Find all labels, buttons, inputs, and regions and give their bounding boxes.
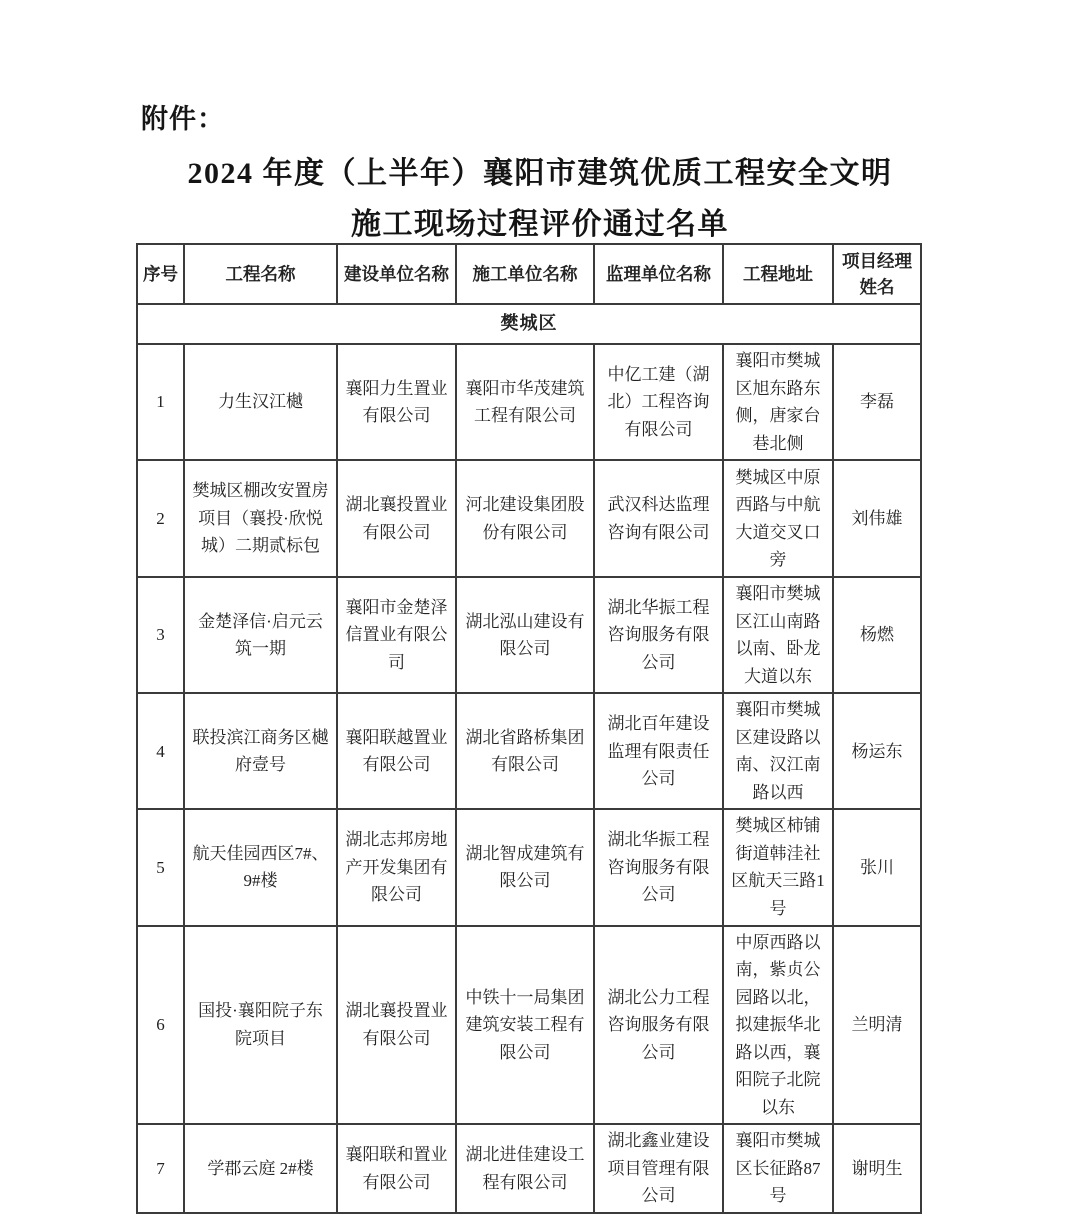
table-row <box>137 809 921 925</box>
cell-address: 樊城区中原西路与中航大道交叉口旁 <box>723 460 833 577</box>
cell-no: 2 <box>137 460 184 577</box>
projects-table <box>136 243 922 1214</box>
cell-developer: 湖北襄投置业有限公司 <box>337 460 456 577</box>
cell-developer: 襄阳联和置业有限公司 <box>337 1124 456 1213</box>
cell-address: 中原西路以南，紫贞公园路以北，拟建振华北路以西，襄阳院子北院以东 <box>723 926 833 1125</box>
table-row <box>137 693 921 809</box>
cell-no: 7 <box>137 1124 184 1213</box>
table-row <box>137 1124 921 1213</box>
table-header <box>137 244 921 304</box>
cell-contractor: 湖北泓山建设有限公司 <box>456 577 594 693</box>
table-row <box>137 460 921 577</box>
cell-project: 樊城区棚改安置房项目（襄投·欣悦城）二期贰标包 <box>184 460 337 577</box>
document-title-line2: 施工现场过程评价通过名单 <box>351 208 729 241</box>
cell-supervisor: 湖北百年建设监理有限责任公司 <box>594 693 723 809</box>
cell-developer: 襄阳联越置业有限公司 <box>337 693 456 809</box>
cell-developer: 湖北襄投置业有限公司 <box>337 926 456 1125</box>
cell-no: 3 <box>137 577 184 693</box>
header-contractor: 施工单位名称 <box>456 244 594 304</box>
cell-contractor: 襄阳市华茂建筑工程有限公司 <box>456 344 594 460</box>
header-project-name: 工程名称 <box>184 244 337 304</box>
cell-project: 航天佳园西区7#、9#楼 <box>184 809 337 925</box>
cell-manager: 李磊 <box>833 344 921 460</box>
cell-address: 襄阳市樊城区江山南路以南、卧龙大道以东 <box>723 577 833 693</box>
cell-address: 襄阳市樊城区长征路87号 <box>723 1124 833 1213</box>
cell-developer: 湖北志邦房地产开发集团有限公司 <box>337 809 456 925</box>
cell-manager: 刘伟雄 <box>833 460 921 577</box>
cell-supervisor: 湖北华振工程咨询服务有限公司 <box>594 809 723 925</box>
cell-manager: 张川 <box>833 809 921 925</box>
cell-supervisor: 湖北公力工程咨询服务有限公司 <box>594 926 723 1125</box>
cell-supervisor: 湖北鑫业建设项目管理有限公司 <box>594 1124 723 1213</box>
cell-manager: 谢明生 <box>833 1124 921 1213</box>
cell-developer: 襄阳市金楚泽信置业有限公司 <box>337 577 456 693</box>
cell-supervisor: 中亿工建（湖北）工程咨询有限公司 <box>594 344 723 460</box>
table-row <box>137 577 921 693</box>
table-row <box>137 344 921 460</box>
cell-project: 力生汉江樾 <box>184 344 337 460</box>
cell-project: 国投·襄阳院子东院项目 <box>184 926 337 1125</box>
document-title <box>120 148 960 250</box>
cell-project: 金楚泽信·启元云筑一期 <box>184 577 337 693</box>
cell-supervisor: 武汉科达监理咨询有限公司 <box>594 460 723 577</box>
cell-address: 襄阳市樊城区建设路以南、汉江南路以西 <box>723 693 833 809</box>
cell-contractor: 河北建设集团股份有限公司 <box>456 460 594 577</box>
table-header-row <box>137 244 921 304</box>
cell-contractor: 湖北智成建筑有限公司 <box>456 809 594 925</box>
cell-address: 樊城区柿铺街道韩洼社区航天三路1号 <box>723 809 833 925</box>
header-supervisor: 监理单位名称 <box>594 244 723 304</box>
cell-project: 学郡云庭 2#楼 <box>184 1124 337 1213</box>
cell-project: 联投滨江商务区樾府壹号 <box>184 693 337 809</box>
cell-developer: 襄阳力生置业有限公司 <box>337 344 456 460</box>
cell-manager: 兰明清 <box>833 926 921 1125</box>
table-row <box>137 926 921 1125</box>
header-developer: 建设单位名称 <box>337 244 456 304</box>
document-title-line1: 2024 年度（上半年）襄阳市建筑优质工程安全文明 <box>187 157 893 190</box>
header-no: 序号 <box>137 244 184 304</box>
cell-contractor: 湖北省路桥集团有限公司 <box>456 693 594 809</box>
header-address: 工程地址 <box>723 244 833 304</box>
cell-manager: 杨燃 <box>833 577 921 693</box>
attachment-label: 附件： <box>141 104 225 134</box>
cell-no: 1 <box>137 344 184 460</box>
cell-address: 襄阳市樊城区旭东路东侧，唐家台巷北侧 <box>723 344 833 460</box>
header-manager: 项目经理姓名 <box>833 244 921 304</box>
section-label: 樊城区 <box>137 304 921 344</box>
cell-no: 4 <box>137 693 184 809</box>
cell-no: 5 <box>137 809 184 925</box>
cell-contractor: 湖北进佳建设工程有限公司 <box>456 1124 594 1213</box>
cell-manager: 杨运东 <box>833 693 921 809</box>
section-row <box>137 304 921 344</box>
cell-supervisor: 湖北华振工程咨询服务有限公司 <box>594 577 723 693</box>
cell-contractor: 中铁十一局集团建筑安装工程有限公司 <box>456 926 594 1125</box>
table-body <box>137 304 921 1213</box>
cell-no: 6 <box>137 926 184 1125</box>
